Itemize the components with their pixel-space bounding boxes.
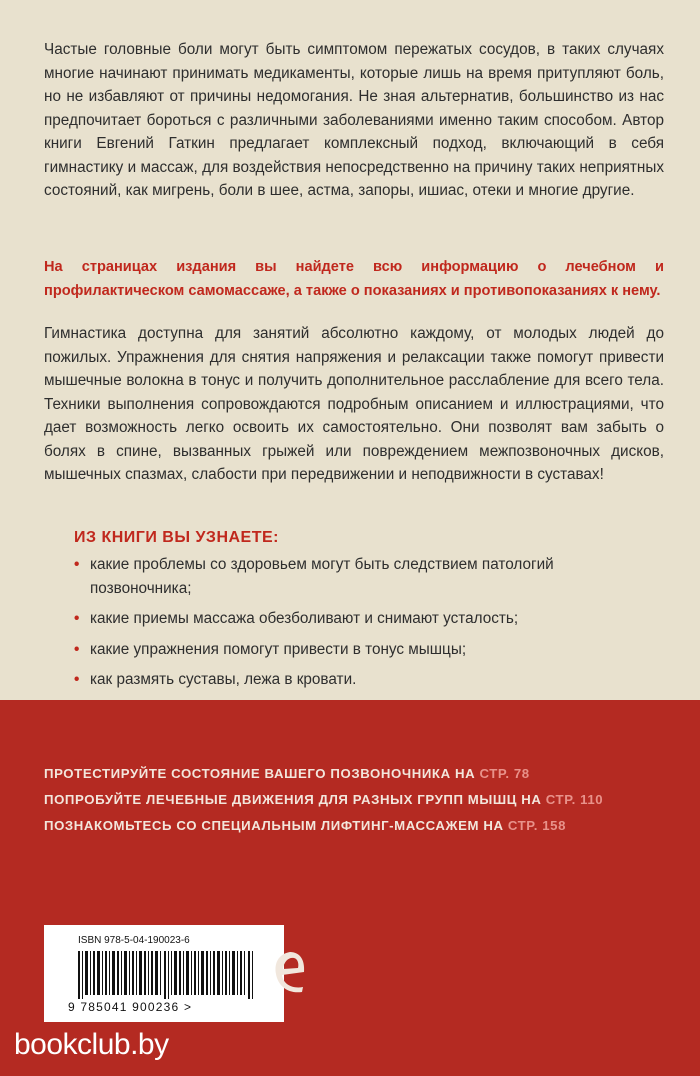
list-item-text: какие проблемы со здоровьем могут быть следствием патологий позвоночника; — [90, 556, 554, 597]
highlight-paragraph: На страницах издания вы найдете всю информацию о лечебном и профилактическом самомассаже, а также о показаниях и противопоказаниях к нему. — [44, 259, 664, 299]
list-item — [74, 668, 634, 692]
watermark-site: bookclub.by — [14, 1028, 169, 1061]
list-item-text: как размять суставы, лежа в кровати. — [90, 671, 357, 688]
promo-line-exercises — [44, 792, 684, 807]
promo-page-ref: СТР. 78 — [479, 766, 530, 781]
list-item-text: какие приемы массажа обезболивают и снимают усталость; — [90, 610, 519, 627]
isbn-label: ISBN 978-5-04-190023-6 — [78, 935, 190, 946]
barcode-digits: 9 785041 900236 > — [68, 1000, 193, 1014]
bullet-icon: • — [74, 671, 80, 688]
publisher-logo-icon — [270, 948, 310, 998]
bullet-icon: • — [74, 610, 80, 627]
list-item-text: какие упражнения помогут привести в тонус мышцы; — [90, 640, 467, 658]
promo-text: ПОЗНАКОМЬТЕСЬ СО СПЕЦИАЛЬНЫМ ЛИФТИНГ-МАССАЖЕМ НА — [44, 818, 508, 833]
description-paragraph-1: Частые головные боли могут быть симптомом пережатых сосудов, в таких случаях многие начинают принимать медикаменты, которые лишь на время притупляют боль, но не избавляют от причины недомогания. Не зная альтернатив, большинство из нас предпочитает бороться с различными заболеваниями именно таким способом. Автор книги Евгений Гаткин предлагает комплексный подход, включающий в себя гимнастику и массаж, для воздействия непосредственно на причину таких неприятных состояний, как мигрень, боли в шее, астма, запоры, ишиас, отеки и многие другие. — [44, 41, 664, 199]
promo-text: ПРОТЕСТИРУЙТЕ СОСТОЯНИЕ ВАШЕГО ПОЗВОНОЧНИКА НА — [44, 766, 480, 781]
promo-line-test — [44, 766, 684, 781]
bullet-icon: • — [74, 640, 80, 658]
barcode-icon — [78, 951, 258, 999]
promo-page-ref: СТР. 158 — [507, 818, 567, 833]
description-paragraph-2: Гимнастика доступна для занятий абсолютно каждому, от молодых людей до пожилых. Упражнения для снятия напряжения и релаксации также помогут привести мышечные волокна в тонус и получить дополнительное расслабление для всего тела. Техники выполнения сопровождаются подробным описанием и иллюстрациями, что дает возможность легко освоить их самостоятельно. Они позволят вам забыть о болях в спине, вызванных грыжей или повреждением межпозвоночных дисков, мышечных спазмах, слабости при передвижении и неподвижности в суставах! — [44, 325, 664, 483]
bullet-icon: • — [74, 556, 80, 573]
learn-list — [74, 553, 634, 699]
promo-text: ПОПРОБУЙТЕ ЛЕЧЕБНЫЕ ДВИЖЕНИЯ ДЛЯ РАЗНЫХ ГРУПП МЫШЦ НА — [44, 792, 546, 807]
isbn-barcode-block — [44, 925, 284, 1022]
learn-heading: ИЗ КНИГИ ВЫ УЗНАЕТЕ: — [74, 529, 279, 546]
list-item — [74, 553, 634, 600]
list-item — [74, 638, 634, 662]
list-item — [74, 607, 634, 631]
promo-page-ref: СТР. 110 — [545, 792, 604, 807]
promo-line-lifting — [44, 818, 684, 833]
